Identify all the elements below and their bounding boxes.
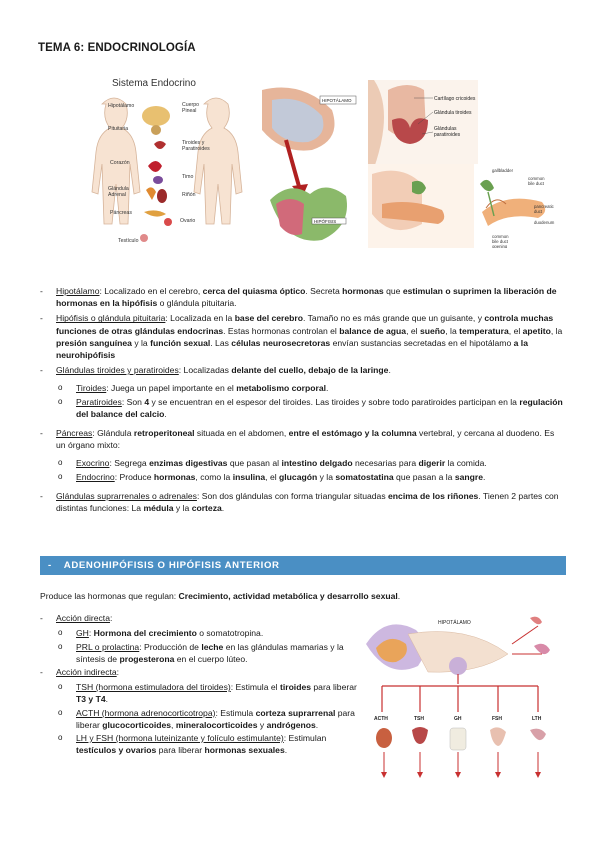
svg-text:bile duct: bile duct	[492, 239, 509, 244]
page-title: TEMA 6: ENDOCRINOLOGÍA	[38, 42, 196, 54]
section-heading-adenohipofisis: - ADENOHIPÓFISIS O HIPÓFISIS ANTERIOR	[40, 556, 566, 575]
svg-text:Páncreas: Páncreas	[110, 210, 132, 216]
hypothalamus-label: HIPOTÁLAMO	[438, 620, 471, 626]
svg-text:Paratiroides: Paratiroides	[182, 146, 210, 152]
svg-text:bile duct: bile duct	[528, 181, 545, 186]
figure-title: Sistema Endocrino	[112, 78, 196, 89]
svg-text:duct: duct	[534, 209, 543, 214]
svg-text:Tiroides y: Tiroides y	[182, 140, 205, 146]
pancreas-figure	[368, 164, 478, 248]
svg-text:HIPOTÁLAMO: HIPOTÁLAMO	[322, 98, 352, 103]
glands-list	[40, 285, 565, 517]
svg-text:common: common	[492, 234, 509, 239]
svg-text:Riñón: Riñón	[182, 192, 196, 198]
svg-text:Glándula tiroides: Glándula tiroides	[434, 110, 472, 116]
list-item-hipofisis: - Hipófisis o glándula pituitaria: Localizada en la base del cerebro. Tamaño no es más grande que un guisante, y controla muchas funciones de otras glándulas endocrinas. Estas hormonas controlan el balance de agua, el sueño, la temperatura, el apetito, la presión sanguínea y la función sexual. Las células neurosecretoras envían sustancias secretadas en el hipotálamo a la neurohipófisis	[40, 312, 565, 361]
thyroid-figure	[368, 80, 478, 168]
sublist-item-tsh: o TSH (hormona estimuladora del tiroides): Estimula el tiroides para liberar T3 y T4.	[46, 681, 360, 705]
svg-text:paratiroides: paratiroides	[434, 132, 461, 138]
adenohypophysis-hormones-figure	[362, 614, 560, 804]
svg-text:common: common	[528, 176, 545, 181]
svg-text:Hipotálamo: Hipotálamo	[108, 103, 135, 109]
hormone-label-gh: GH	[454, 716, 462, 722]
svg-text:Ovario: Ovario	[180, 218, 196, 224]
pituitary-figure	[252, 80, 362, 248]
svg-text:Testículo: Testículo	[118, 238, 139, 244]
list-item-tiroides: - Glándulas tiroides y paratiroides: Localizadas delante del cuello, debajo de la laringe.	[40, 364, 565, 376]
hormone-label-fsh: FSH	[492, 716, 502, 722]
svg-text:Corazón: Corazón	[110, 160, 130, 166]
sublist-item-lh-fsh: o LH y FSH (hormona luteinizante y folículo estimulante): Estimulan testículos y ovarios para liberar hormonas sexuales.	[46, 732, 360, 756]
section-intro: Produce las hormonas que regulan: Crecimiento, actividad metabólica y desarrollo sexual.	[40, 591, 401, 601]
svg-text:Pineal: Pineal	[182, 108, 197, 114]
sublist-item-exocrino: o Exocrino: Segrega enzimas digestivas que pasan al intestino delgado necesarias para digerir la comida.	[46, 457, 565, 469]
svg-text:Timo: Timo	[182, 174, 194, 180]
pancreas-sublist	[40, 457, 565, 482]
list-item-accion-indirecta: - Acción indirecta:	[40, 666, 360, 678]
hormone-label-acth: ACTH	[374, 716, 388, 722]
hormone-label-lth: LTH	[532, 716, 542, 722]
sublist-item-tiroides: o Tiroides: Juega un papel importante en el metabolismo corporal.	[46, 382, 565, 394]
hormone-label-tsh: TSH	[414, 716, 424, 722]
svg-text:Glándula: Glándula	[108, 186, 129, 192]
svg-text:Pituitaria: Pituitaria	[108, 126, 129, 132]
sublist-item-acth: o ACTH (hormona adrenocorticotropa): Estimula corteza suprarrenal para liberar glucocorticoides, mineralocorticoides y andrógenos.	[46, 707, 360, 731]
svg-text:gallbladder: gallbladder	[492, 168, 514, 173]
svg-text:opening: opening	[492, 244, 508, 248]
adenohipofisis-content	[40, 590, 401, 757]
pancreas-duct-figure	[474, 164, 556, 248]
svg-text:Adrenal: Adrenal	[108, 192, 126, 198]
svg-text:duodenum: duodenum	[534, 220, 555, 225]
sublist-item-endocrino: o Endocrino: Produce hormonas, como la insulina, el glucagón y la somatostatina que pasan a la sangre.	[46, 471, 565, 483]
svg-text:Cuerpo: Cuerpo	[182, 102, 200, 108]
sublist-item-prl: o PRL o prolactina: Producción de leche en las glándulas mamarias y la síntesis de progesterona en el cuerpo lúteo.	[46, 641, 360, 665]
endocrine-system-figure	[84, 72, 246, 248]
list-item-suprarrenales: - Glándulas suprarrenales o adrenales: Son dos glándulas con forma triangular situadas encima de los riñones. Tienen 2 partes con distintas funciones: La médula y la corteza.	[40, 490, 565, 514]
sublist-item-paratiroides: o Paratiroides: Son 4 y se encuentran en el espesor del tiroides. Las tiroides y sobre todo paratiroides participan en la regulación del balance del calcio.	[46, 396, 565, 420]
list-item-pancreas: - Páncreas: Glándula retroperitoneal situada en el abdomen, entre el estómago y la columna vertebral, y cercana al duodeno. Es un órgano mixto:	[40, 427, 565, 451]
list-item-accion-directa: - Acción directa:	[40, 612, 360, 624]
list-item-hipotalamo: - Hipotálamo: Localizado en el cerebro, cerca del quiasma óptico. Secreta hormonas que estimulan o suprimen la liberación de hormonas en la hipófisis o glándula pituitaria.	[40, 285, 565, 309]
svg-text:HIPÓFISIS: HIPÓFISIS	[314, 219, 337, 224]
svg-text:Glándulas: Glándulas	[434, 126, 457, 132]
sublist-item-gh: o GH: Hormona del crecimiento o somatotropina.	[46, 627, 360, 639]
svg-text:Cartílago cricoides: Cartílago cricoides	[434, 96, 476, 102]
svg-text:pancreatic: pancreatic	[534, 204, 554, 209]
tiroides-sublist	[40, 382, 565, 420]
